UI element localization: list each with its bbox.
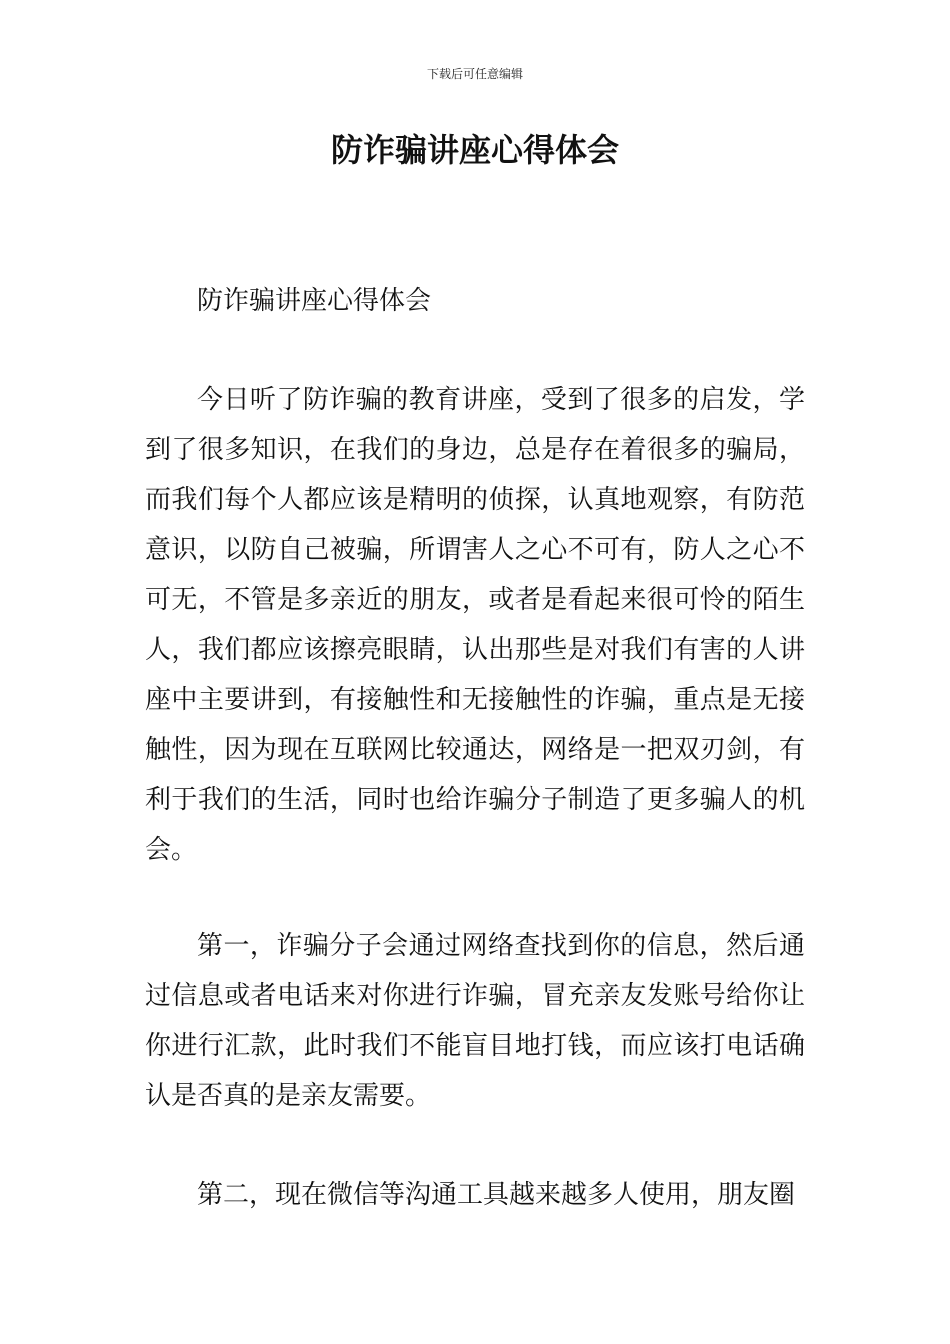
document-subtitle: 防诈骗讲座心得体会 xyxy=(197,286,432,316)
paragraph-intro: 今日听了防诈骗的教育讲座，受到了很多的启发，学到了很多知识，在我们的身边，总是存在着很多的骗局，而我们每个人都应该是精明的侦探，认真地观察，有防范意识，以防自己被骗，所谓害人之心不可有，防人之心不可无，不管是多亲近的朋友，或者是看起来很可怜的陌生人，我们都应该擦亮眼睛，认出那些是对我们有害的人讲座中主要讲到，有接触性和无接触性的诈骗，重点是无接触性，因为现在互联网比较通达，网络是一把双刃剑，有利于我们的生活，同时也给诈骗分子制造了更多骗人的机会。 xyxy=(145,385,805,865)
document-title: 防诈骗讲座心得体会 xyxy=(330,131,619,169)
paragraph-first-point: 第一，诈骗分子会通过网络查找到你的信息，然后通过信息或者电话来对你进行诈骗，冒充亲友发账号给你让你进行汇款，此时我们不能盲目地打钱，而应该打电话确认是否真的是亲友需要。 xyxy=(145,931,805,1111)
paragraph-second-point: 第二，现在微信等沟通工具越来越多人使用，朋友圈 xyxy=(197,1180,796,1210)
header-note: 下载后可任意编辑 xyxy=(426,67,523,81)
